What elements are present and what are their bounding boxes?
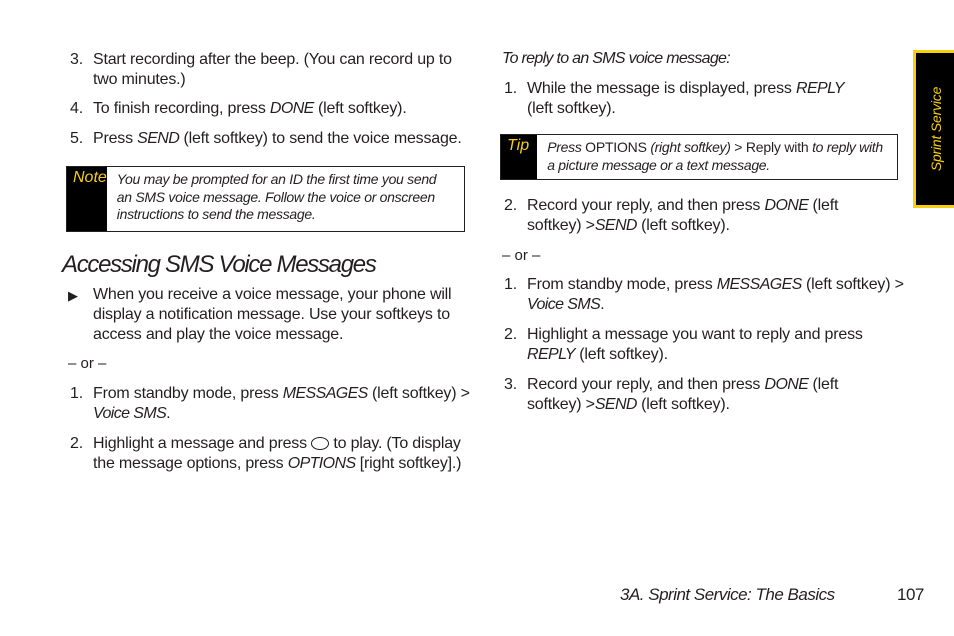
bullet-text: When you receive a voice message, your phone will display a notification message. Use your softkeys to access and play the voice message.: [93, 286, 452, 343]
tip-box: [500, 134, 898, 180]
tip-text: [537, 135, 897, 179]
softkey-label: DONE: [764, 197, 809, 214]
softkey-label: REPLY: [795, 80, 844, 97]
step-number: 3.: [70, 51, 83, 68]
step-text: (left softkey) to send the voice message.: [179, 130, 462, 147]
subheading: To reply to an SMS voice message:: [502, 50, 730, 67]
step-text: (left softkey).: [527, 100, 616, 117]
softkey-label: SEND: [137, 130, 180, 147]
step-number: 1.: [70, 385, 83, 402]
menu-item-label: Voice SMS: [93, 405, 167, 422]
tip-label: Tip: [501, 135, 537, 179]
step-text: (left softkey) >: [527, 197, 839, 234]
step-number: 1.: [504, 276, 517, 293]
softkey-label: DONE: [269, 100, 314, 117]
step-number: 3.: [504, 376, 517, 393]
section-side-tab: [913, 50, 954, 208]
punctuation: .: [166, 405, 171, 422]
step-text: [right softkey].): [355, 455, 462, 472]
step-text: While the message is displayed, press: [527, 80, 796, 97]
step-text: (left softkey).: [313, 100, 407, 117]
note-text: You may be prompted for an ID the first time you send an SMS voice message. Follow the voice or onscreen instructions to send the message.: [116, 171, 437, 222]
tip-gt: >: [734, 139, 743, 155]
tip-text-part: (right softkey): [646, 139, 735, 155]
play-key-icon: [311, 437, 329, 450]
step-text: From standby mode, press: [93, 385, 283, 402]
note-box: [66, 166, 465, 232]
punctuation: .: [600, 296, 605, 313]
step-number: 5.: [70, 130, 83, 147]
softkey-label: MESSAGES: [282, 385, 368, 402]
softkey-label: SEND: [594, 396, 637, 413]
step-text: (left softkey) >: [367, 385, 470, 402]
step-text: Press: [93, 130, 138, 147]
menu-item-label: Voice SMS: [527, 296, 601, 313]
step-text: (left softkey) >: [527, 376, 839, 413]
page-number: 107: [897, 585, 924, 604]
step-text: Record your reply, and then press: [527, 376, 765, 393]
step-number: 4.: [70, 100, 83, 117]
step-text: (left softkey).: [636, 396, 730, 413]
step-text: (left softkey).: [636, 217, 730, 234]
step-text: From standby mode, press: [527, 276, 717, 293]
tip-text-part: to reply with a picture message or a text message.: [547, 139, 883, 173]
note-label: Note: [67, 167, 107, 231]
softkey-label: REPLY: [527, 346, 576, 363]
tip-text-part: Press: [547, 139, 586, 155]
footer-section-title: 3A. Sprint Service: The Basics: [620, 585, 835, 604]
step-text: (left softkey).: [575, 346, 668, 363]
step-text: Record your reply, and then press: [527, 197, 765, 214]
step-number: 2.: [70, 435, 83, 452]
softkey-label: SEND: [594, 217, 637, 234]
step-text: (left softkey) >: [801, 276, 904, 293]
step-text: To finish recording, press: [93, 100, 270, 117]
step-text: to play. (To display the message options, press: [93, 435, 461, 472]
step-text: Highlight a message you want to reply and press: [527, 326, 863, 343]
softkey-label: DONE: [764, 376, 809, 393]
step-text: Highlight a message and press: [93, 435, 312, 452]
step-number: 2.: [504, 326, 517, 343]
section-heading: Accessing SMS Voice Messages: [62, 251, 376, 278]
step-number: 2.: [504, 197, 517, 214]
step-number: 1.: [504, 80, 517, 97]
tip-reply-with: Reply with: [742, 139, 809, 155]
tip-options: OPTIONS: [585, 139, 647, 155]
side-tab-label: Sprint Service: [927, 86, 944, 172]
or-separator: – or –: [502, 247, 541, 264]
softkey-label: OPTIONS: [287, 455, 356, 472]
softkey-label: MESSAGES: [716, 276, 802, 293]
or-separator: – or –: [68, 355, 107, 372]
step-text: Start recording after the beep. (You can record up to two minutes.): [93, 51, 452, 88]
arrow-right-icon: ▶: [68, 288, 78, 303]
